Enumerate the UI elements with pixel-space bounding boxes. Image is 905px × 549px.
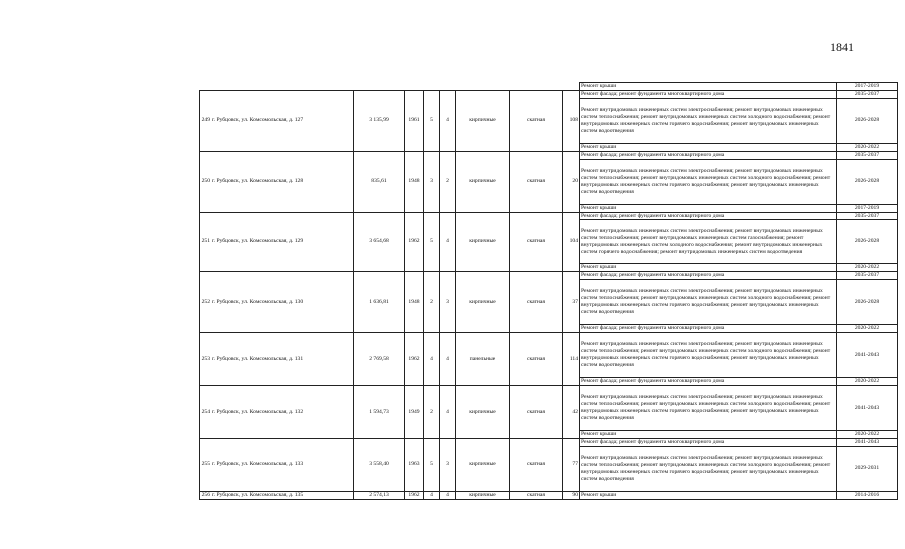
- work-period-cell: 2041-2043: [837, 386, 898, 431]
- work-period-cell: 2020-2022: [837, 264, 898, 272]
- table-body: [200, 83, 898, 500]
- floors-cell: 2: [424, 386, 440, 439]
- house-number-cell: 251: [200, 212, 212, 272]
- work-period-cell: 2017-2019: [837, 83, 898, 91]
- work-period-cell: 2035-2037: [837, 272, 898, 280]
- year-built-cell: 1948: [405, 272, 424, 333]
- floors-cell: 3: [424, 151, 440, 212]
- floors-cell: 4: [424, 333, 440, 386]
- floors-cell: 5: [424, 438, 440, 491]
- year-built-cell: 1962: [405, 491, 424, 499]
- entrances-cell: 4: [440, 491, 456, 499]
- apartments-cell: 90: [563, 491, 580, 499]
- work-type-cell: Ремонт крыши: [580, 431, 837, 439]
- work-period-cell: 2035-2037: [837, 151, 898, 159]
- wall-material-cell: кирпичные: [456, 90, 510, 151]
- work-period-cell: 2026-2028: [837, 280, 898, 325]
- address-cell: [211, 83, 354, 91]
- entrances-cell: 4: [440, 333, 456, 386]
- year-built-cell: [405, 83, 424, 91]
- house-number-cell: 252: [200, 272, 212, 333]
- work-type-cell: Ремонт крыши: [580, 83, 837, 91]
- area-cell: 3 654,68: [354, 212, 405, 272]
- address-cell: г. Рубцовск, ул. Комсомольская, д. 135: [211, 491, 354, 499]
- roof-type-cell: скатная: [510, 151, 563, 212]
- roof-type-cell: [510, 83, 563, 91]
- work-period-cell: 2020-2022: [837, 431, 898, 439]
- address-cell: г. Рубцовск, ул. Комсомольская, д. 132: [211, 386, 354, 439]
- work-type-cell: Ремонт фасада; ремонт фундамента многоквартирного дома: [580, 90, 837, 98]
- year-built-cell: 1962: [405, 333, 424, 386]
- work-period-cell: 2026-2028: [837, 98, 898, 143]
- apartments-cell: 108: [563, 90, 580, 151]
- wall-material-cell: кирпичные: [456, 438, 510, 491]
- work-type-cell: Ремонт внутридомовых инженерных систем электроснабжения; ремонт внутридомовых инженерных систем теплоснабжения; ремонт внутридомовых инженерных систем холодного водоснабжения; ремонт внутридомовых инженерных систем горячего водоснабжения; ремонт внутридомовых инженерных систем водоотведения: [580, 159, 837, 204]
- work-period-cell: 2020-2022: [837, 378, 898, 386]
- work-period-cell: 2035-2037: [837, 90, 898, 98]
- house-number-cell: [200, 83, 212, 91]
- table-row: [200, 83, 898, 91]
- year-built-cell: 1949: [405, 386, 424, 439]
- address-cell: г. Рубцовск, ул. Комсомольская, д. 133: [211, 438, 354, 491]
- year-built-cell: 1961: [405, 90, 424, 151]
- house-number-cell: 255: [200, 438, 212, 491]
- address-cell: г. Рубцовск, ул. Комсомольская, д. 130: [211, 272, 354, 333]
- work-type-cell: Ремонт внутридомовых инженерных систем электроснабжения; ремонт внутридомовых инженерных систем теплоснабжения; ремонт внутридомовых инженерных систем холодного водоснабжения; ремонт внутридомовых инженерных систем горячего водоснабжения; ремонт внутридомовых инженерных систем водоотведения: [580, 386, 837, 431]
- roof-type-cell: скатная: [510, 386, 563, 439]
- wall-material-cell: кирпичные: [456, 386, 510, 439]
- work-period-cell: 2014-2016: [837, 491, 898, 499]
- work-type-cell: Ремонт крыши: [580, 204, 837, 212]
- page-number: 1841: [830, 40, 854, 54]
- work-period-cell: 2026-2028: [837, 159, 898, 204]
- work-type-cell: Ремонт фасада; ремонт фундамента многоквартирного дома: [580, 438, 837, 446]
- wall-material-cell: кирпичные: [456, 151, 510, 212]
- entrances-cell: 3: [440, 272, 456, 333]
- wall-material-cell: кирпичные: [456, 491, 510, 499]
- table-row: [200, 90, 898, 98]
- floors-cell: 5: [424, 212, 440, 272]
- work-type-cell: Ремонт крыши: [580, 143, 837, 151]
- entrances-cell: 4: [440, 90, 456, 151]
- entrances-cell: 2: [440, 151, 456, 212]
- roof-type-cell: скатная: [510, 491, 563, 499]
- floors-cell: 4: [424, 491, 440, 499]
- apartments-cell: 114: [563, 333, 580, 386]
- roof-type-cell: скатная: [510, 333, 563, 386]
- area-cell: 1 636,81: [354, 272, 405, 333]
- area-cell: 1 594,73: [354, 386, 405, 439]
- work-type-cell: Ремонт крыши: [580, 491, 837, 499]
- area-cell: [354, 83, 405, 91]
- work-period-cell: 2020-2022: [837, 143, 898, 151]
- apartments-cell: 37: [563, 272, 580, 333]
- work-period-cell: 2017-2019: [837, 204, 898, 212]
- address-cell: г. Рубцовск, ул. Комсомольская, д. 129: [211, 212, 354, 272]
- apartments-cell: 77: [563, 438, 580, 491]
- work-period-cell: 2041-2043: [837, 438, 898, 446]
- table-row: [200, 151, 898, 159]
- roof-type-cell: скатная: [510, 90, 563, 151]
- entrances-cell: [440, 83, 456, 91]
- entrances-cell: 4: [440, 386, 456, 439]
- wall-material-cell: [456, 83, 510, 91]
- house-number-cell: 253: [200, 333, 212, 386]
- address-cell: г. Рубцовск, ул. Комсомольская, д. 128: [211, 151, 354, 212]
- apartments-cell: 42: [563, 386, 580, 439]
- area-cell: 3 558,40: [354, 438, 405, 491]
- floors-cell: 2: [424, 272, 440, 333]
- work-type-cell: Ремонт фасада; ремонт фундамента многоквартирного дома: [580, 378, 837, 386]
- area-cell: 3 135,99: [354, 90, 405, 151]
- table-row: [200, 491, 898, 499]
- house-number-cell: 249: [200, 90, 212, 151]
- year-built-cell: 1948: [405, 151, 424, 212]
- year-built-cell: 1963: [405, 438, 424, 491]
- table-row: [200, 212, 898, 220]
- wall-material-cell: панельные: [456, 333, 510, 386]
- work-type-cell: Ремонт внутридомовых инженерных систем электроснабжения; ремонт внутридомовых инженерных систем теплоснабжения; ремонт внутридомовых инженерных систем холодного водоснабжения; ремонт внутридомовых инженерных систем горячего водоснабжения; ремонт внутридомовых инженерных систем водоотведения: [580, 446, 837, 491]
- address-cell: г. Рубцовск, ул. Комсомольская, д. 131: [211, 333, 354, 386]
- work-type-cell: Ремонт внутридомовых инженерных систем электроснабжения; ремонт внутридомовых инженерных систем теплоснабжения; ремонт внутридомовых инженерных систем холодного водоснабжения; ремонт внутридомовых инженерных систем горячего водоснабжения; ремонт внутридомовых инженерных систем водоотведения: [580, 98, 837, 143]
- work-type-cell: Ремонт фасада; ремонт фундамента многоквартирного дома: [580, 151, 837, 159]
- area-cell: 2 574,13: [354, 491, 405, 499]
- work-type-cell: Ремонт внутридомовых инженерных систем электроснабжения; ремонт внутридомовых инженерных систем теплоснабжения; ремонт внутридомовых инженерных систем газоснабжения; ремонт внутридомовых инженерных систем холодного водоснабжения; ремонт внутридомовых инженерных систем горячего водоснабжения; ремонт внутридомовых инженерных систем водоотведения: [580, 220, 837, 264]
- table-row: [200, 386, 898, 431]
- work-type-cell: Ремонт внутридомовых инженерных систем электроснабжения; ремонт внутридомовых инженерных систем теплоснабжения; ремонт внутридомовых инженерных систем холодного водоснабжения; ремонт внутридомовых инженерных систем горячего водоснабжения; ремонт внутридомовых инженерных систем водоотведения: [580, 333, 837, 378]
- apartments-cell: 104: [563, 212, 580, 272]
- wall-material-cell: кирпичные: [456, 272, 510, 333]
- address-cell: г. Рубцовск, ул. Комсомольская, д. 127: [211, 90, 354, 151]
- house-number-cell: 256: [200, 491, 212, 499]
- year-built-cell: 1962: [405, 212, 424, 272]
- work-period-cell: 2020-2022: [837, 325, 898, 333]
- roof-type-cell: скатная: [510, 438, 563, 491]
- work-type-cell: Ремонт крыши: [580, 264, 837, 272]
- repair-schedule-table: [199, 82, 898, 500]
- floors-cell: 5: [424, 90, 440, 151]
- work-type-cell: Ремонт фасада; ремонт фундамента многоквартирного дома: [580, 212, 837, 220]
- apartments-cell: 20: [563, 151, 580, 212]
- roof-type-cell: скатная: [510, 212, 563, 272]
- entrances-cell: 4: [440, 212, 456, 272]
- table-row: [200, 272, 898, 280]
- house-number-cell: 250: [200, 151, 212, 212]
- area-cell: 835,61: [354, 151, 405, 212]
- table-row: [200, 438, 898, 446]
- work-type-cell: Ремонт внутридомовых инженерных систем электроснабжения; ремонт внутридомовых инженерных систем теплоснабжения; ремонт внутридомовых инженерных систем холодного водоснабжения; ремонт внутридомовых инженерных систем горячего водоснабжения; ремонт внутридомовых инженерных систем водоотведения: [580, 280, 837, 325]
- work-period-cell: 2041-2043: [837, 333, 898, 378]
- work-type-cell: Ремонт фасада; ремонт фундамента многоквартирного дома: [580, 272, 837, 280]
- floors-cell: [424, 83, 440, 91]
- entrances-cell: 3: [440, 438, 456, 491]
- work-type-cell: Ремонт фасада; ремонт фундамента многоквартирного дома: [580, 325, 837, 333]
- table-row: [200, 333, 898, 378]
- area-cell: 2 769,58: [354, 333, 405, 386]
- roof-type-cell: скатная: [510, 272, 563, 333]
- work-period-cell: 2035-2037: [837, 212, 898, 220]
- apartments-cell: [563, 83, 580, 91]
- house-number-cell: 254: [200, 386, 212, 439]
- work-period-cell: 2029-2031: [837, 446, 898, 491]
- wall-material-cell: кирпичные: [456, 212, 510, 272]
- work-period-cell: 2026-2028: [837, 220, 898, 264]
